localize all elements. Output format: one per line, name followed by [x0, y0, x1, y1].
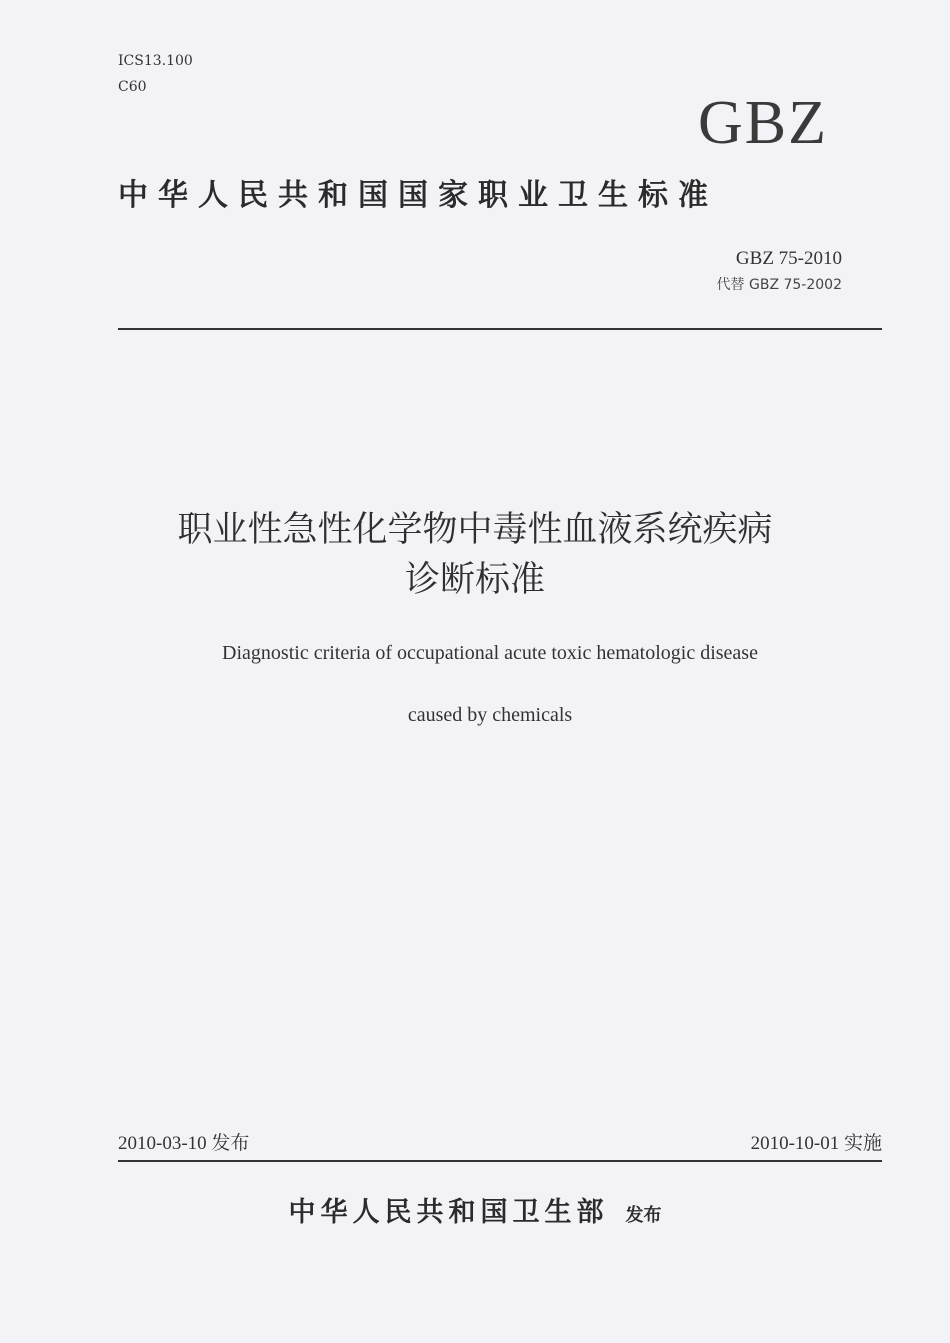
title-chinese — [0, 505, 950, 605]
publisher-name: 中华人民共和国卫生部 — [288, 1197, 609, 1228]
top-divider — [118, 328, 882, 330]
publish-label: 发布 — [625, 1205, 662, 1226]
standard-number-block — [717, 248, 842, 294]
ccs-code: C60 — [118, 79, 147, 95]
issue-date: 2010-03-10 发布 — [118, 1133, 250, 1154]
series-code: GBZ — [698, 89, 828, 157]
implementation-date: 2010-10-01 实施 — [750, 1133, 882, 1154]
ics-code: ICS13.100 — [118, 53, 193, 69]
title-english-line-1: Diagnostic criteria of occupational acute toxic hematologic disease — [222, 642, 758, 664]
title-zh-line-1: 职业性急性化学物中毒性血液系统疾病 — [177, 510, 773, 550]
title-english-line-2: caused by chemicals — [407, 704, 573, 726]
standard-number: GBZ 75-2010 — [735, 248, 842, 269]
standard-heading: 中华人民共和国国家职业卫生标准 — [118, 178, 718, 213]
replaces-note: 代替 GBZ 75-2002 — [716, 277, 842, 293]
bottom-divider — [118, 1160, 882, 1162]
title-zh-line-2: 诊断标准 — [404, 560, 545, 600]
classification-codes — [118, 48, 193, 100]
publisher-block — [0, 1190, 950, 1229]
